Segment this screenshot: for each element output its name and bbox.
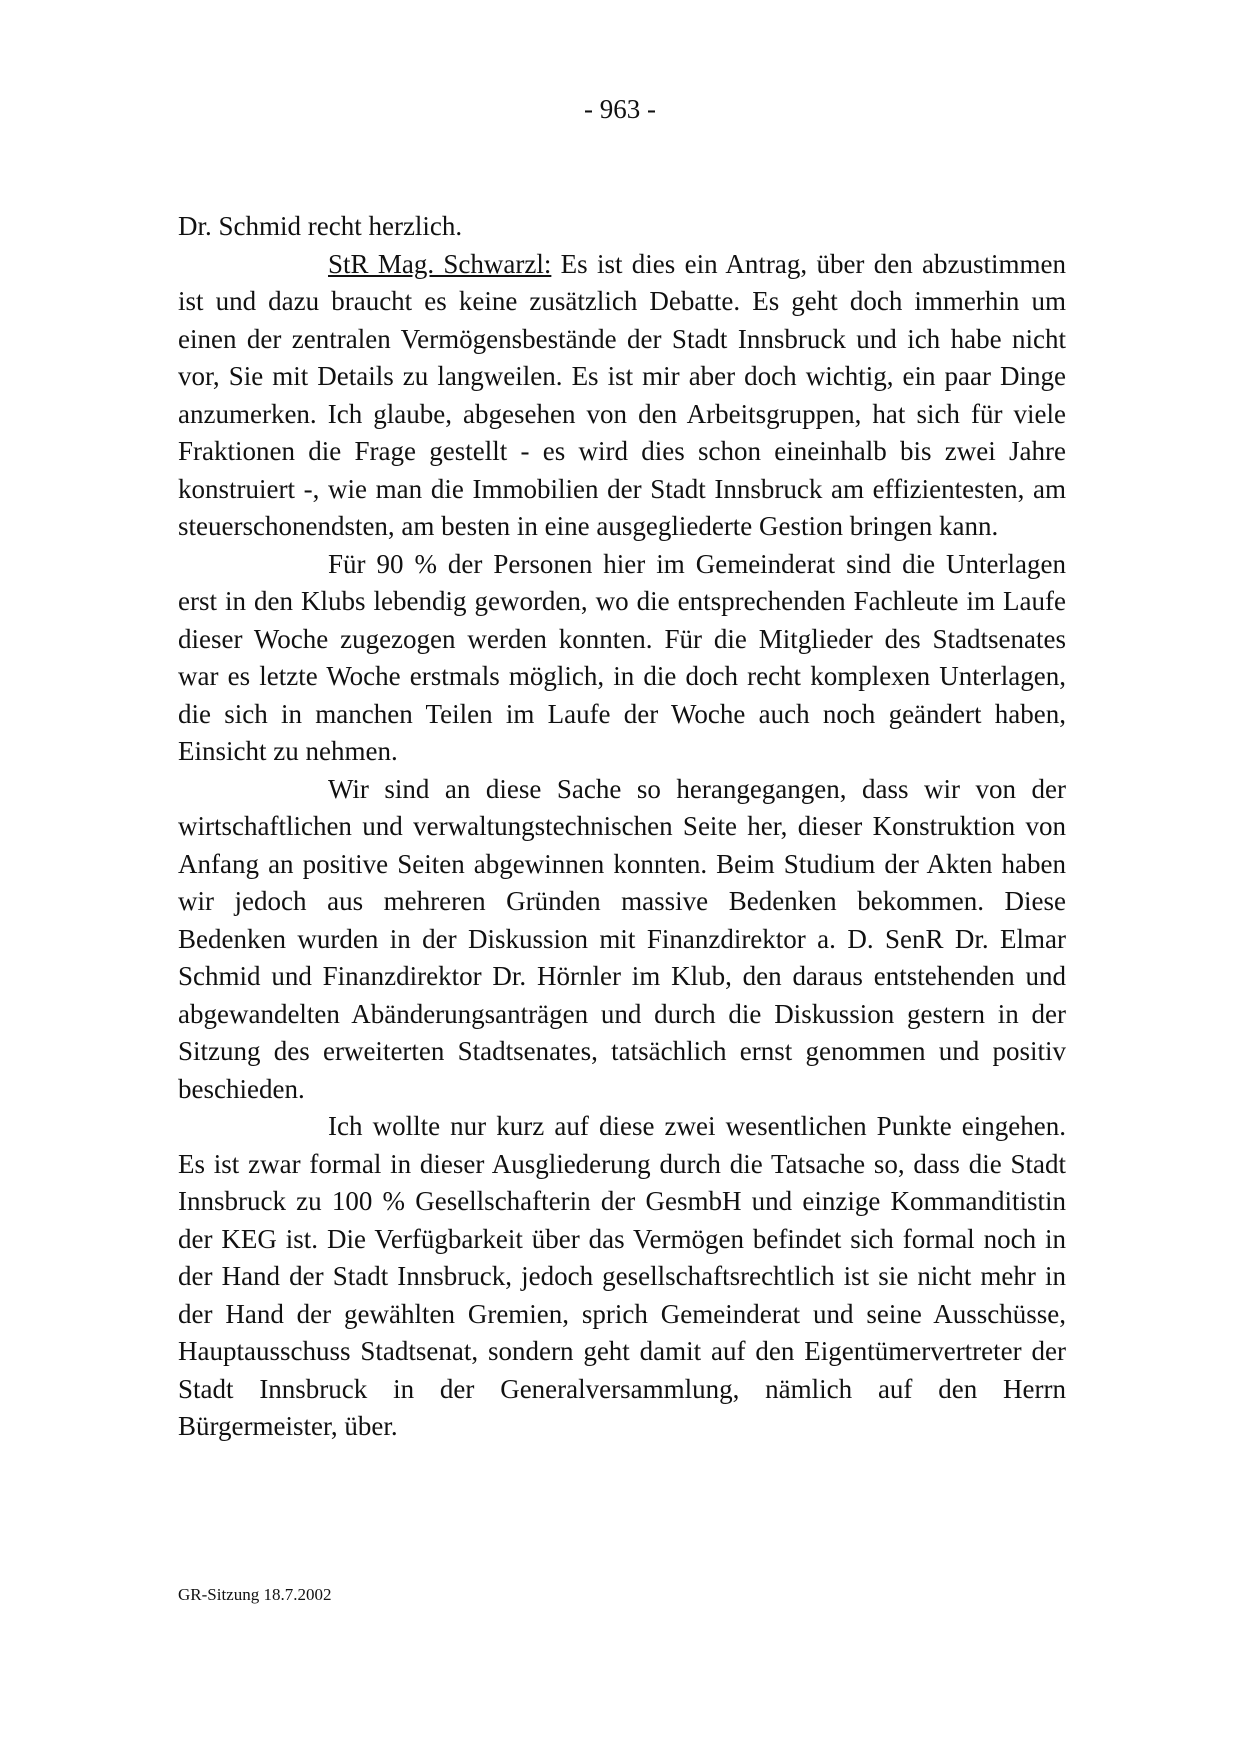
- paragraph-speech-schwarzl: [178, 246, 1066, 546]
- footer-session-date: GR-Sitzung 18.7.2002: [178, 1585, 332, 1604]
- paragraph-3: Wir sind an diese Sache so herangegangen, dass wir von der wirtschaftlichen und verwaltungstechnischen Seite her, dieser Konstruktion von Anfang an positive Seiten abgewinnen konnten. Beim Studium der Akten haben wir jedoch aus mehreren Gründen massive Bedenken bekommen. Diese Bedenken wurden in der Diskussion mit Finanzdirektor a. D. SenR Dr. Elmar Schmid und Finanzdirektor Dr. Hörnler im Klub, den daraus entstehenden und abgewandelten Abänderungsanträgen und durch die Diskussion gestern in der Sitzung des erweiterten Stadtsenates, tatsächlich ernst genommen und positiv beschieden.: [178, 773, 1066, 1104]
- speaker-name: StR Mag. Schwarzl:: [328, 248, 552, 279]
- paragraph-2: Für 90 % der Personen hier im Gemeinderat sind die Unterlagen erst in den Klubs lebendig geworden, wo die entsprechenden Fachleute im Laufe dieser Woche zugezogen werden konnten. Für die Mitglieder des Stadtsenates war es letzte Woche erstmals möglich, in die doch recht komplexen Unterlagen, die sich in manchen Teilen im Laufe der Woche auch noch geändert haben, Einsicht zu nehmen.: [178, 548, 1066, 766]
- transcript-body: [178, 208, 1066, 1446]
- paragraph-continuation: Dr. Schmid recht herzlich.: [178, 211, 463, 241]
- speech-text: Es ist dies ein Antrag, über den abzustimmen ist und dazu braucht es keine zusätzlich Debatte. Es geht doch immerhin um einen der zentralen Vermögensbestände der Stadt Innsbruck und ich habe nicht vor, Sie mit Details zu langweilen. Es ist mir aber doch wichtig, ein paar Dinge anzumerken. Ich glaube, abgesehen von den Arbeitsgruppen, hat sich für viele Fraktionen die Frage gestellt - es wird dies schon eineinhalb bis zwei Jahre konstruiert -, wie man die Immobilien der Stadt Innsbruck am effizientesten, am steuerschonendsten, am besten in eine ausgegliederte Gestion bringen kann.: [178, 248, 1066, 541]
- paragraph-4: Ich wollte nur kurz auf diese zwei wesentlichen Punkte eingehen. Es ist zwar formal in dieser Ausgliederung durch die Tatsache so, dass die Stadt Innsbruck zu 100 % Gesellschafterin der GesmbH und einzige Kommanditistin der KEG ist. Die Verfügbarkeit über das Vermögen befindet sich formal noch in der Hand der Stadt Innsbruck, jedoch gesellschaftsrechtlich ist sie nicht mehr in der Hand der gewählten Gremien, sprich Gemeinderat und seine Ausschüsse, Hauptausschuss Stadtsenat, sondern geht damit auf den Eigentümervertreter der Stadt Innsbruck in der Generalversammlung, nämlich auf den Herrn Bürgermeister, über.: [178, 1111, 1066, 1441]
- page-number: - 963 -: [584, 94, 656, 124]
